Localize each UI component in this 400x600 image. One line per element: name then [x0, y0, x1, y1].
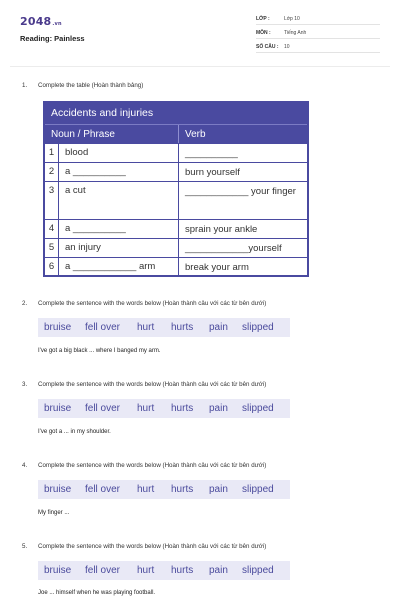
word-option: slipped	[242, 565, 274, 576]
word-option: hurts	[171, 484, 194, 495]
meta-class	[256, 13, 380, 25]
row-verb: ____________ your finger	[185, 186, 296, 197]
word-option: fell over	[85, 403, 121, 414]
meta-subject-value: Tiếng Anh	[284, 30, 307, 36]
logo-suffix: .vn	[52, 21, 62, 27]
logo-text: 2048	[20, 15, 52, 28]
row-noun: a ____________ arm	[65, 261, 156, 272]
question-1-number: 1.	[22, 82, 28, 89]
row-number: 4	[45, 220, 59, 238]
word-bank	[38, 561, 290, 580]
word-bank	[38, 318, 290, 337]
word-option: bruise	[44, 565, 72, 576]
row-noun: a __________	[65, 166, 126, 177]
row-number: 6	[45, 258, 59, 275]
question-4-number: 4.	[22, 462, 28, 469]
question-3-text: Complete the sentence with the words below (Hoàn thành câu với các từ bên dưới)	[38, 381, 267, 388]
column-separator	[178, 239, 179, 257]
row-number: 5	[45, 239, 59, 257]
table-row	[45, 257, 307, 275]
word-option: pain	[209, 403, 228, 414]
row-number: 3	[45, 182, 59, 219]
word-bank	[38, 480, 290, 499]
word-option: hurt	[137, 565, 155, 576]
row-number: 2	[45, 163, 59, 181]
column-separator	[178, 182, 179, 219]
table-row	[45, 238, 307, 257]
row-noun: a cut	[65, 185, 86, 196]
column-header-verb: Verb	[185, 129, 206, 140]
table-row	[45, 219, 307, 238]
row-noun: an injury	[65, 242, 101, 253]
row-verb: sprain your ankle	[185, 224, 258, 235]
word-option: hurt	[137, 322, 155, 333]
vocabulary-table	[43, 101, 309, 277]
word-option: fell over	[85, 484, 121, 495]
word-option: fell over	[85, 565, 121, 576]
meta-class-label: LỚP :	[256, 16, 270, 22]
word-option: pain	[209, 322, 228, 333]
question-5-sentence: Joe ... himself when he was playing football.	[38, 590, 156, 596]
site-logo[interactable]	[20, 15, 62, 28]
word-option: pain	[209, 484, 228, 495]
header-divider	[10, 66, 390, 67]
question-4-text: Complete the sentence with the words below (Hoàn thành câu với các từ bên dưới)	[38, 462, 267, 469]
table-header-row	[45, 124, 307, 143]
word-bank	[38, 399, 290, 418]
table-row	[45, 162, 307, 181]
page-header	[0, 0, 400, 66]
column-separator	[178, 220, 179, 238]
document-title: Reading: Painless	[20, 34, 85, 43]
row-noun: blood	[65, 147, 89, 158]
table-row	[45, 143, 307, 162]
question-5-text: Complete the sentence with the words below (Hoàn thành câu với các từ bên dưới)	[38, 543, 267, 550]
header-separator	[178, 125, 179, 144]
word-option: hurt	[137, 403, 155, 414]
question-3-number: 3.	[22, 381, 28, 388]
column-header-noun: Noun / Phrase	[51, 129, 115, 140]
row-verb: burn yourself	[185, 167, 240, 178]
word-option: slipped	[242, 403, 274, 414]
question-3-sentence: I've got a ... in my shoulder.	[38, 429, 111, 435]
meta-class-value: Lớp 10	[284, 16, 300, 22]
question-2-text: Complete the sentence with the words below (Hoàn thành câu với các từ bên dưới)	[38, 300, 267, 307]
word-option: hurt	[137, 484, 155, 495]
word-option: fell over	[85, 322, 121, 333]
meta-subject-label: MÔN :	[256, 30, 271, 36]
meta-question-count	[256, 41, 380, 53]
meta-count-label: SỐ CÂU :	[256, 44, 279, 50]
question-4-sentence: My finger ...	[38, 510, 70, 516]
row-verb: break your arm	[185, 262, 249, 273]
row-number: 1	[45, 144, 59, 162]
row-verb: __________	[185, 148, 238, 159]
word-option: slipped	[242, 322, 274, 333]
column-separator	[178, 144, 179, 162]
table-row	[45, 181, 307, 219]
meta-subject	[256, 27, 380, 39]
row-verb: ____________yourself	[185, 243, 282, 254]
word-option: bruise	[44, 484, 72, 495]
word-option: slipped	[242, 484, 274, 495]
table-title: Accidents and injuries	[45, 103, 307, 124]
question-5-number: 5.	[22, 543, 28, 550]
word-option: bruise	[44, 403, 72, 414]
column-separator	[178, 163, 179, 181]
column-separator	[178, 258, 179, 275]
word-option: pain	[209, 565, 228, 576]
word-option: hurts	[171, 565, 194, 576]
row-noun: a __________	[65, 223, 126, 234]
word-option: hurts	[171, 403, 194, 414]
question-2-sentence: I've got a big black ... where I banged my arm.	[38, 348, 161, 354]
question-2-number: 2.	[22, 300, 28, 307]
word-option: bruise	[44, 322, 72, 333]
meta-count-value: 10	[284, 44, 290, 50]
question-1-text: Complete the table (Hoàn thành bảng)	[38, 82, 144, 89]
word-option: hurts	[171, 322, 194, 333]
